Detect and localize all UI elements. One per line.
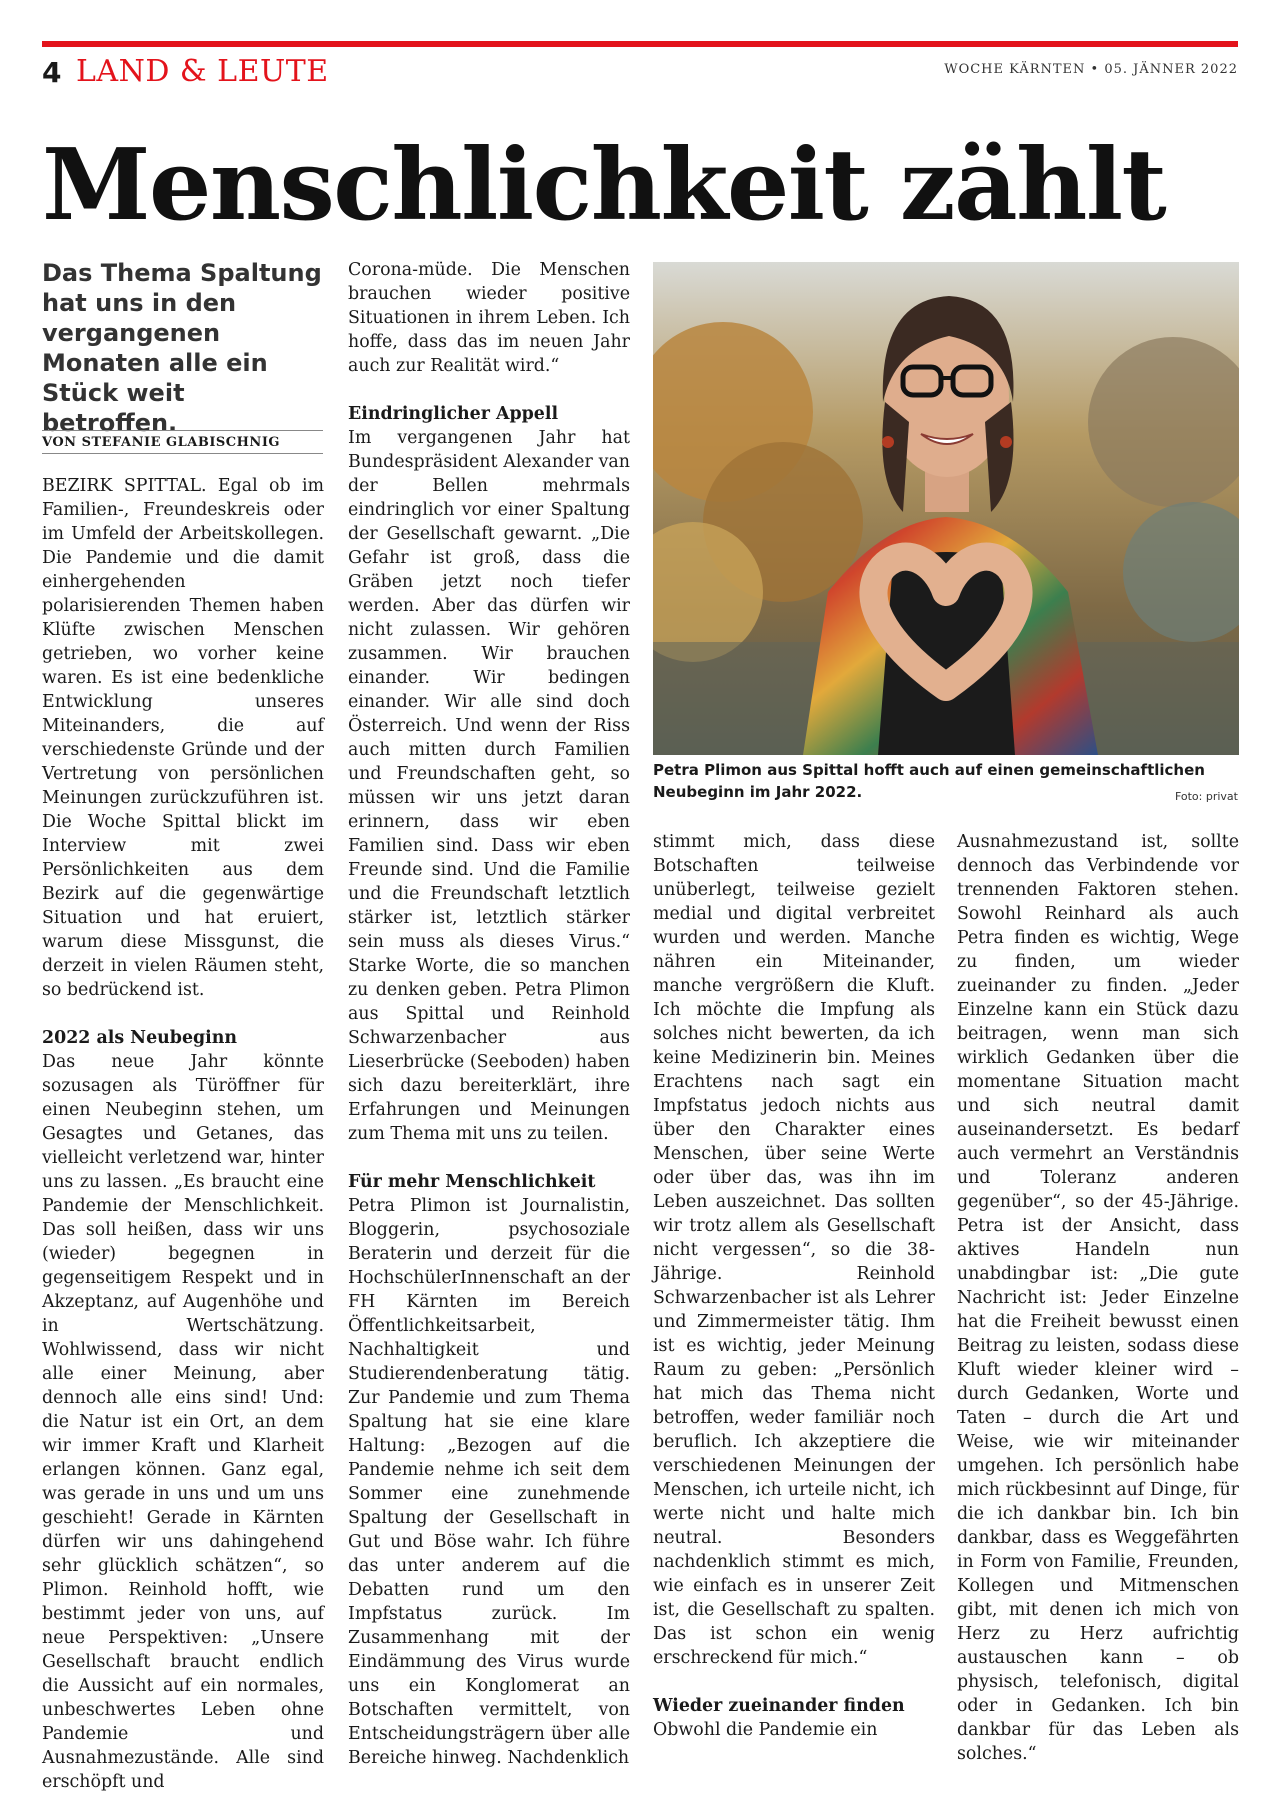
paragraph: Petra Plimon ist Journalistin, Bloggerin, psychosoziale Beraterin und derzeit für die HochschülerInnenschaft an der FH Kärnten im Bereich Öffentlichkeitsarbeit, Nachhaltigkeit und Studierendenberatung tätig. Zur Pandemie und zum Thema Spaltung hat sie eine klare Haltung: „Bezogen auf die Pandemie nehme ich seit dem Sommer eine zunehmende Spaltung der Gesellschaft in Gut und Böse wahr. Ich führe das unter anderem auf die Debatten rund um den Impfstatus zurück. Im Zusammenhang mit der Eindämmung des Virus wurde uns ein Konglomerat an Botschaften vermittelt, von Entscheidungsträgern über alle Bereiche hinweg. Nachdenklich: [348, 1196, 630, 1768]
paragraph: BEZIRK SPITTAL. Egal ob im Familien-, Freundeskreis oder im Umfeld der Arbeitskollegen. Die Pandemie und die damit einhergehenden polarisierenden Themen haben Klüfte zwischen Menschen getrieben, wo vorher keine waren. Es ist eine bedenkliche Entwicklung unseres Miteinanders, die auf verschiedenste Gründe und der Vertretung von persönlichen Meinungen zurückzuführen ist. Die Woche Spittal blickt im Interview mit zwei Persönlichkeiten aus dem Bezirk auf die gegenwärtige Situation und hat eruiert, warum diese Missgunst, die derzeit in vielen Räumen steht, so bedrückend ist.: [42, 476, 324, 1000]
subheading: Wieder zueinander finden: [653, 1696, 905, 1716]
lead-text: Das Thema Spaltung hat uns in den vergangenen Monaten alle ein Stück weit betroffen.: [42, 259, 322, 437]
subheading: Für mehr Menschlichkeit: [348, 1172, 596, 1192]
page-number: 4: [42, 56, 62, 89]
photo-caption: Petra Plimon aus Spittal hofft auch auf einen gemeinschaftlichen Neubeginn im Jahr 2022.: [653, 761, 1205, 801]
headline: Menschlichkeit zählt: [42, 128, 1166, 243]
column-1: [42, 474, 324, 1794]
subheading: Eindringlicher Appell: [348, 404, 559, 424]
author-line: VON STEFANIE GLABISCHNIG: [42, 430, 323, 454]
portrait-photo: [653, 262, 1239, 755]
photo-credit: Foto: privat: [1174, 790, 1238, 803]
paragraph: Das neue Jahr könnte sozusagen als Türöffner für einen Neubeginn stehen, um Gesagtes und Getanes, das vielleicht verletzend war, hinter uns zu lassen. „Es braucht eine Pandemie der Menschlichkeit. Das soll heißen, dass wir uns (wieder) begegnen in gegenseitigem Respekt und in Akzeptanz, auf Augenhöhe und in Wertschätzung. Wohlwissend, dass wir nicht alle einer Meinung, aber dennoch alle eins sind! Und: die Natur ist ein Ort, an dem wir immer Kraft und Klarheit erlangen können. Ganz egal, was gerade in uns und um uns geschieht! Gerade in Kärnten dürfen wir uns dahingehend sehr glücklich schätzen“, so Plimon. Reinhold hofft, wie bestimmt jeder von uns, auf neue Perspektiven: „Unsere Gesellschaft braucht endlich die Aussicht auf ein normales, unbeschwertes Leben ohne Pandemie und Ausnahmezustände. Alle sind erschöpft und: [42, 1052, 324, 1792]
paragraph: Obwohl die Pandemie ein: [653, 1720, 878, 1740]
paragraph: Im vergangenen Jahr hat Bundespräsident Alexander van der Bellen mehrmals eindringlich vor einer Spaltung der Gesellschaft gewarnt. „Die Gefahr ist groß, dass die Gräben jetzt noch tiefer werden. Aber das dürfen wir nicht zulassen. Wir gehören zusammen. Wir brauchen einander. Wir bedingen einander. Wir alle sind doch Österreich. Und wenn der Riss auch mitten durch Familien und Freundschaften geht, so müssen wir uns jetzt daran erinnern, dass wir eben Familien sind. Dass wir eben Freunde sind. Und die Familie und die Freundschaft letztlich stärker ist, letztlich stärker sein muss als dieses Virus.“ Starke Worte, die so manchen zu denken geben. Petra Plimon aus Spittal und Reinhold Schwarzenbacher aus Lieserbrücke (Seeboden) haben sich dazu bereiterklärt, ihre Erfahrungen und Meinungen zum Thema mit uns zu teilen.: [348, 428, 630, 1144]
paragraph: Corona-müde. Die Menschen brauchen wieder positive Situationen in ihrem Leben. Ich hoffe, dass das im neuen Jahr auch zur Realität wird.“: [348, 260, 630, 376]
column-2: [348, 258, 630, 1770]
column-3: [653, 830, 935, 1742]
publication-date: WOCHE KÄRNTEN • 05. JÄNNER 2022: [944, 62, 1238, 77]
top-rule: [42, 41, 1238, 47]
section-title: LAND & LEUTE: [76, 54, 329, 89]
paragraph: stimmt mich, dass diese Botschaften teilweise unüberlegt, teilweise gezielt medial und digital verbreitet wurden und werden. Manche nähren ein Miteinander, manche vergrößern die Kluft. Ich möchte die Impfung als solches nicht bewerten, da ich keine Medizinerin bin. Meines Erachtens nach sagt ein Impfstatus jedoch nichts aus über den Charakter eines Menschen, über seine Werte oder über das, was ihn im Leben auszeichnet. Das sollten wir trotz allem als Gesellschaft nicht vergessen“, so die 38-Jährige. Reinhold Schwarzenbacher ist als Lehrer und Zimmermeister tätig. Ihm ist es wichtig, jeder Meinung Raum zu geben: „Persönlich hat mich das Thema nicht betroffen, weder familiär noch beruflich. Ich akzeptiere die verschiedenen Meinungen der Menschen, ich urteile nicht, ich werte nicht und halte mich neutral. Besonders nachdenklich stimmt es mich, wie einfach es in unserer Zeit ist, die Gesellschaft zu spalten. Das ist schon ein wenig erschreckend für mich.“: [653, 832, 935, 1668]
column-4: [957, 830, 1239, 1766]
subheading: 2022 als Neubeginn: [42, 1028, 238, 1048]
paragraph: Ausnahmezustand ist, sollte dennoch das Verbindende vor trennenden Faktoren stehen. Sowohl Reinhard als auch Petra finden es wichtig, Wege zu finden, um wieder zueinander zu finden. „Jeder Einzelne kann ein Stück dazu beitragen, wenn man sich wirklich Gedanken über die momentane Situation macht und sich neutral damit auseinandersetzt. Es bedarf auch vermehrt an Verständnis und Toleranz anderen gegenüber“, so der 45-Jährige. Petra ist der Ansicht, dass aktives Handeln nun unabdingbar ist: „Die gute Nachricht ist: Jeder Einzelne hat die Freiheit bewusst einen Beitrag zu leisten, sodass diese Kluft wieder kleiner wird – durch Gedanken, Worte und Taten – durch die Art und Weise, wie wir miteinander umgehen. Ich persönlich habe mich rückbesinnt auf Dinge, für die ich dankbar bin. Ich bin dankbar, dass es Weggefährten in Form von Familie, Freunden, Kollegen und Mitmenschen gibt, mit denen ich mich von Herz zu Herz aufrichtig austauschen kann – ob physisch, telefonisch, digital oder in Gedanken. Ich bin dankbar für das Leben als solches.“: [957, 832, 1239, 1764]
